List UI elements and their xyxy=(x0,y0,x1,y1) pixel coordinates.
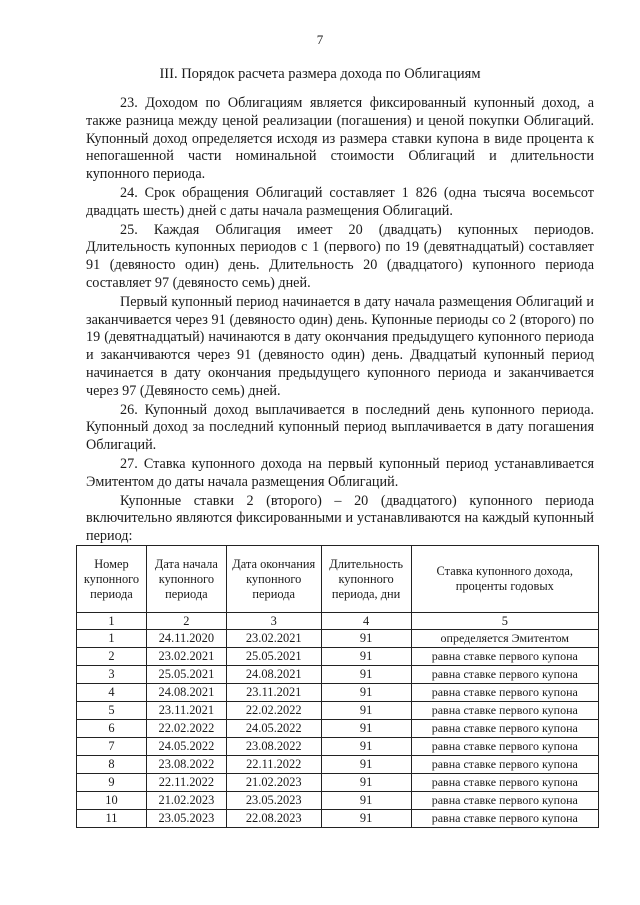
cell-coupon-rate: равна ставке первого купона xyxy=(411,666,598,684)
cell-start-date: 22.11.2022 xyxy=(146,774,226,792)
cell-duration: 91 xyxy=(321,810,411,828)
cell-end-date: 21.02.2023 xyxy=(226,774,321,792)
cell-end-date: 22.11.2022 xyxy=(226,756,321,774)
cell-duration: 91 xyxy=(321,720,411,738)
header-coupon-rate: Ставка купонного дохода, проценты годовых xyxy=(411,546,598,613)
cell-end-date: 22.08.2023 xyxy=(226,810,321,828)
cell-coupon-rate: равна ставке первого купона xyxy=(411,684,598,702)
cell-start-date: 23.05.2023 xyxy=(146,810,226,828)
cell-duration: 91 xyxy=(321,774,411,792)
paragraph-26: 26. Купонный доход выплачивается в последний день купонного периода. Купонный доход за последний купонный период выплачивается в дату погашения Облигаций. xyxy=(86,401,594,454)
cell-coupon-rate: равна ставке первого купона xyxy=(411,810,598,828)
table-row xyxy=(77,810,599,828)
table-row xyxy=(77,774,599,792)
header-duration: Длительность купонного периода, дни xyxy=(321,546,411,613)
cell-coupon-rate: определяется Эмитентом xyxy=(411,630,598,648)
column-index: 3 xyxy=(226,613,321,630)
cell-duration: 91 xyxy=(321,756,411,774)
cell-start-date: 24.08.2021 xyxy=(146,684,226,702)
column-index: 2 xyxy=(146,613,226,630)
cell-period-number: 11 xyxy=(77,810,147,828)
cell-duration: 91 xyxy=(321,648,411,666)
page-number: 7 xyxy=(316,32,324,47)
cell-end-date: 23.02.2021 xyxy=(226,630,321,648)
table-body xyxy=(77,613,599,828)
cell-end-date: 22.02.2022 xyxy=(226,702,321,720)
cell-end-date: 24.08.2021 xyxy=(226,666,321,684)
cell-duration: 91 xyxy=(321,684,411,702)
table-row xyxy=(77,738,599,756)
table-row xyxy=(77,756,599,774)
paragraph-25-continued: Первый купонный период начинается в дату начала размещения Облигаций и заканчивается через 91 (девяносто один) день. Купонные периоды со 2 (второго) по 19 (девятнадцатый) начинаются в дату окончания предыдущего купонного периода и заканчиваются через 91 (девяносто один) день. Двадцатый купонный период начинается в дату окончания предыдущего купонного периода и заканчивается через 97 (Девяносто семь) дней. xyxy=(86,293,594,399)
section-title: III. Порядок расчета размера дохода по Облигациям xyxy=(159,66,481,82)
cell-start-date: 23.11.2021 xyxy=(146,702,226,720)
cell-end-date: 24.05.2022 xyxy=(226,720,321,738)
cell-duration: 91 xyxy=(321,792,411,810)
column-index: 4 xyxy=(321,613,411,630)
header-end-date: Дата окончания купонного периода xyxy=(226,546,321,613)
paragraph-27: 27. Ставка купонного дохода на первый купонный период устанавливается Эмитентом до даты начала размещения Облигаций. xyxy=(86,455,594,490)
cell-period-number: 10 xyxy=(77,792,147,810)
table-row xyxy=(77,648,599,666)
cell-start-date: 24.05.2022 xyxy=(146,738,226,756)
table-header-row xyxy=(77,546,599,613)
table-row xyxy=(77,630,599,648)
cell-coupon-rate: равна ставке первого купона xyxy=(411,774,598,792)
cell-period-number: 3 xyxy=(77,666,147,684)
cell-period-number: 9 xyxy=(77,774,147,792)
paragraph-23: 23. Доходом по Облигациям является фиксированный купонный доход, а также разница между ценой реализации (погашения) и ценой покупки Облигаций. Купонный доход определяется исходя из размера ставки купона в виде процента к непогашенной части номинальной стоимости Облигаций и длительности купонного периода. xyxy=(86,95,594,183)
cell-start-date: 21.02.2023 xyxy=(146,792,226,810)
cell-start-date: 24.11.2020 xyxy=(146,630,226,648)
coupon-schedule-table xyxy=(76,545,599,828)
cell-end-date: 23.11.2021 xyxy=(226,684,321,702)
cell-coupon-rate: равна ставке первого купона xyxy=(411,648,598,666)
cell-end-date: 23.05.2023 xyxy=(226,792,321,810)
paragraph-24: 24. Срок обращения Облигаций составляет 1 826 (одна тысяча восемьсот двадцать шесть) дней с даты начала размещения Облигаций. xyxy=(86,184,594,219)
cell-end-date: 25.05.2021 xyxy=(226,648,321,666)
cell-period-number: 7 xyxy=(77,738,147,756)
cell-period-number: 8 xyxy=(77,756,147,774)
cell-start-date: 25.05.2021 xyxy=(146,666,226,684)
document-body xyxy=(86,95,594,546)
table-row xyxy=(77,720,599,738)
header-start-date: Дата начала купонного периода xyxy=(146,546,226,613)
table-row xyxy=(77,666,599,684)
cell-start-date: 23.08.2022 xyxy=(146,756,226,774)
cell-duration: 91 xyxy=(321,738,411,756)
cell-coupon-rate: равна ставке первого купона xyxy=(411,702,598,720)
cell-coupon-rate: равна ставке первого купона xyxy=(411,792,598,810)
column-index: 5 xyxy=(411,613,598,630)
cell-duration: 91 xyxy=(321,666,411,684)
cell-period-number: 6 xyxy=(77,720,147,738)
paragraph-25: 25. Каждая Облигация имеет 20 (двадцать) купонных периодов. Длительность купонных периодов с 1 (первого) по 19 (девятнадцатый) составляет 91 (девяносто один) день. Длительность 20 (двадцатого) купонного периода составляет 97 (девяносто семь) дней. xyxy=(86,221,594,291)
paragraph-27-continued: Купонные ставки 2 (второго) – 20 (двадцатого) купонного периода включительно являются фиксированными и устанавливаются на каждый купонный период: xyxy=(86,492,594,545)
column-index-row xyxy=(77,613,599,630)
column-index: 1 xyxy=(77,613,147,630)
cell-start-date: 23.02.2021 xyxy=(146,648,226,666)
cell-coupon-rate: равна ставке первого купона xyxy=(411,738,598,756)
table-row xyxy=(77,684,599,702)
table-row xyxy=(77,702,599,720)
cell-period-number: 5 xyxy=(77,702,147,720)
cell-end-date: 23.08.2022 xyxy=(226,738,321,756)
table-row xyxy=(77,792,599,810)
cell-coupon-rate: равна ставке первого купона xyxy=(411,756,598,774)
cell-period-number: 1 xyxy=(77,630,147,648)
cell-period-number: 4 xyxy=(77,684,147,702)
cell-duration: 91 xyxy=(321,630,411,648)
cell-duration: 91 xyxy=(321,702,411,720)
cell-start-date: 22.02.2022 xyxy=(146,720,226,738)
cell-period-number: 2 xyxy=(77,648,147,666)
header-period-number: Номер купонного периода xyxy=(77,546,147,613)
cell-coupon-rate: равна ставке первого купона xyxy=(411,720,598,738)
